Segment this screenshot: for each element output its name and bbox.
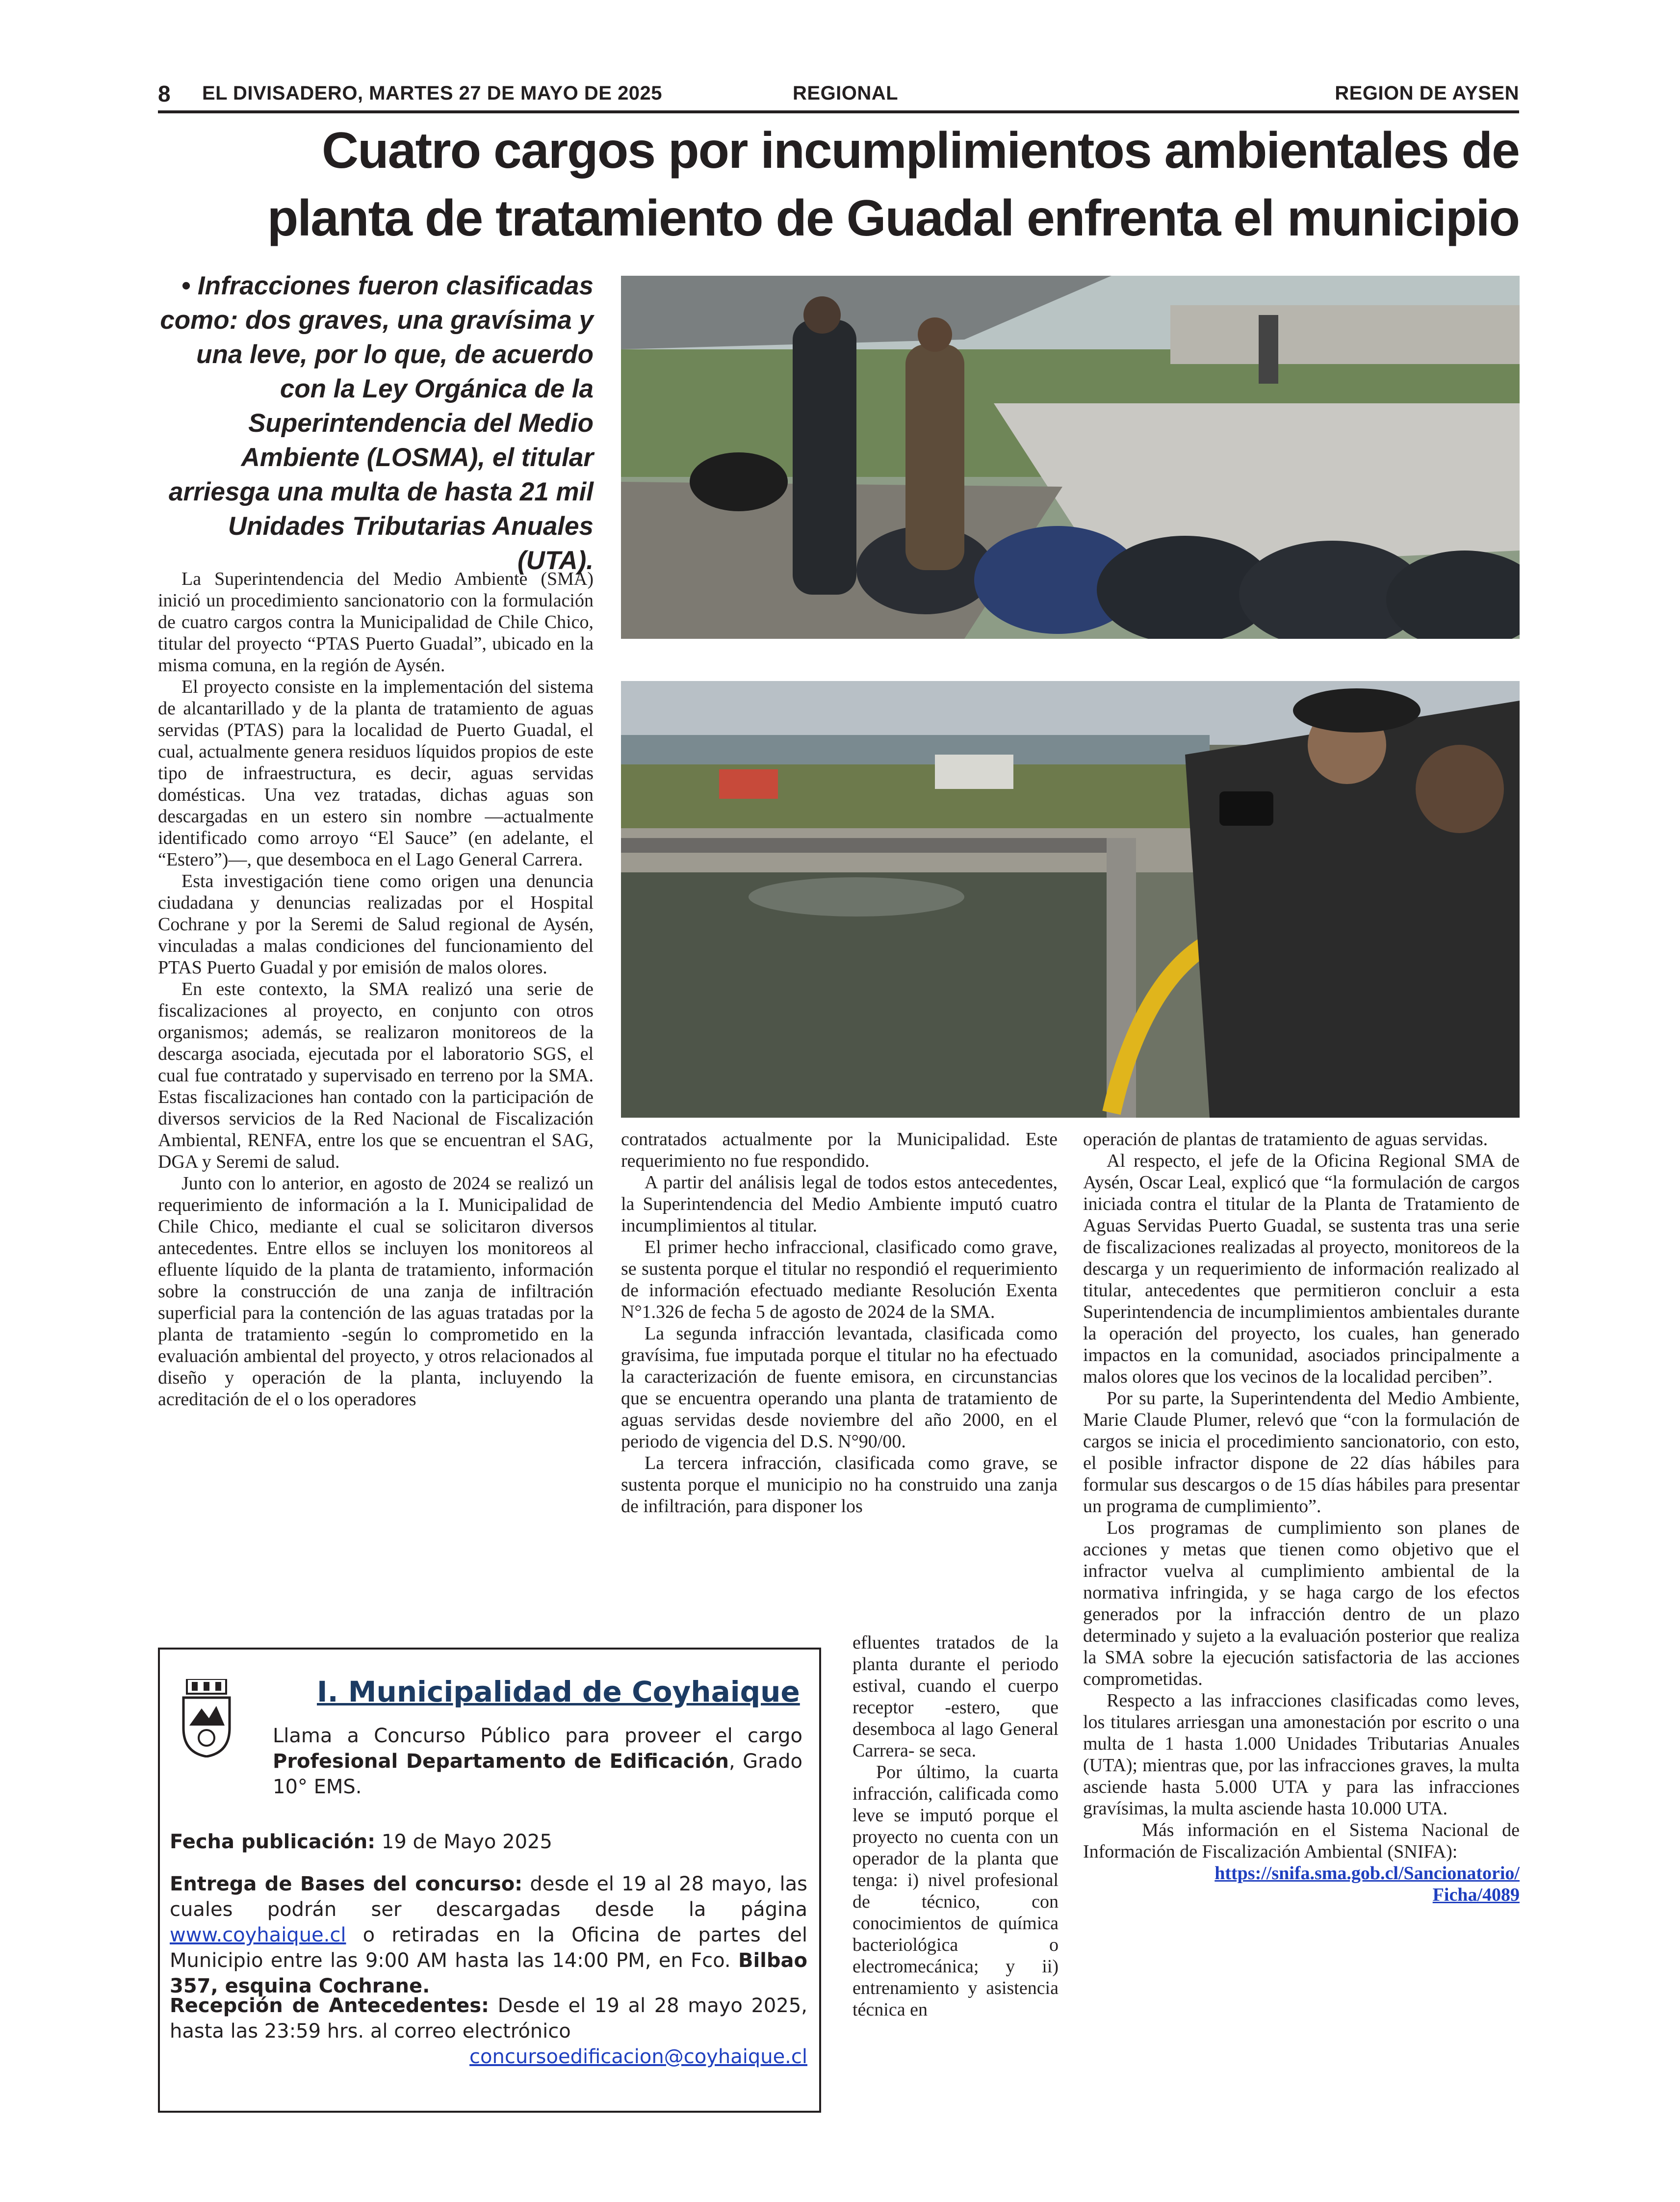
col1-paragraph: La Superintendencia del Medio Ambiente (SMA) inició un procedimiento sancionatorio con la formulación de cuatro cargos contra la Municipalidad de Chile Chico, titular del proyecto “PTAS Puerto Guadal”, ubicado en la misma comuna, en la región de Aysén. (158, 569, 594, 676)
article-column-3 (1083, 1128, 1520, 1906)
snifa-link-cont[interactable]: Ficha/4089 (1432, 1885, 1520, 1905)
col2-paragraph: La tercera infracción, clasificada como grave, se sustenta porque el municipio no ha construido una zanja de infiltración, para disponer los (621, 1453, 1058, 1517)
ad-fecha-value: 19 de Mayo 2025 (375, 1831, 552, 1853)
headline-line-2: planta de tratamiento de Guadal enfrenta el municipio (267, 190, 1519, 247)
col1-paragraph: El proyecto consiste en la implementación del sistema de alcantarillado y de la planta de tratamiento de aguas servidas (PTAS) para la localidad de Puerto Guadal, el cual, actualmente genera residuos líquidos propios de este tipo de infraestructura, es decir, aguas servidas domésticas. Una vez tratadas, dichas aguas son descargadas en un estero sin nombre —actualmente identificado como arroyo “El Sauce” (en adelante, el “Estero”)—, que desemboca en el Lago General Carrera. (158, 677, 594, 870)
header-rule (158, 110, 1519, 113)
ad-address: Bilbao 357, esquina Cochrane. (170, 1949, 807, 1997)
region-label: REGION DE AYSEN (1335, 82, 1519, 104)
col3-paragraph: Los programas de cumplimiento son planes de acciones y metas que tienen como objetivo que el infractor vuelva al cumplimiento ambiental de la normativa infringida, y se haga cargo de los efectos generados por la infracción dentro de un plazo determinado y sujeto a la evaluación posterior que realiza la SMA sobre la ejecución satisfactoria de las acciones comprometidas. (1083, 1518, 1520, 1689)
photo-inspection-tanks (621, 276, 1520, 639)
publication-date: EL DIVISADERO, MARTES 27 DE MAYO DE 2025 (202, 82, 663, 104)
ad-entrega-text-2: o retiradas en la Oficina de partes del Municipio entre las 9:00 AM hasta las 14:00 PM, en Fco. (170, 1924, 807, 1972)
subhead: • Infracciones fueron clasificadas como: dos graves, una gravísima y una leve, por lo que, de acuerdo con la Ley Orgánica de la Superintendencia del Medio Ambiente (LOSMA), el titular arriesga una multa de hasta 21 mil Unidades Tributarias Anuales (UTA). (160, 271, 594, 575)
ad-recepcion-text: Desde el 19 al 28 mayo 2025, hasta las 23:59 hrs. al correo electrónico (170, 1994, 807, 2043)
col3-paragraph: Más información en el Sistema Nacional de Información de Fiscalización Ambiental (SNIFA): (1083, 1820, 1520, 1862)
ad-email-link[interactable]: concursoedificacion@coyhaique.cl (469, 2045, 807, 2068)
col2-paragraph: contratados actualmente por la Municipalidad. Este requerimiento no fue respondido. (621, 1129, 1058, 1171)
article-column-2-bottom (853, 1632, 1059, 2020)
municipality-ad (158, 1648, 821, 2113)
photo-1-illustration (621, 276, 1520, 639)
ad-recepcion (170, 1993, 807, 2070)
headline-line-1: Cuatro cargos por incumplimientos ambientales de (322, 122, 1519, 179)
ad-website-link[interactable]: www.coyhaique.cl (170, 1924, 346, 1946)
col2b-paragraph: efluentes tratados de la planta durante el periodo estival, cuando el cuerpo receptor -estero, que desemboca al lago General Carrera- se seca. (853, 1632, 1059, 1761)
section-label: REGIONAL (793, 82, 899, 104)
ad-position-name: Profesional Departamento de Edificación (273, 1750, 729, 1773)
article-column-1 (158, 568, 594, 1410)
snifa-link[interactable]: https://snifa.sma.gob.cl/Sancionatorio/ (1215, 1863, 1520, 1884)
col2-paragraph: La segunda infracción levantada, clasificada como gravísima, fue imputada porque el titular no ha efectuado la caracterización de fuente emisora, en circunstancias que se encuentra operando una planta de tratamiento de aguas servidas desde noviembre del año 2000, en el periodo de vigencia del D.S. N°90/00. (621, 1323, 1058, 1452)
ad-intro (273, 1723, 802, 1800)
photo-treatment-pool (621, 681, 1520, 1118)
ad-email-wrap (170, 2044, 807, 2070)
ad-entrega-text: desde el 19 al 28 mayo, las cuales podrán ser descargadas desde la página (170, 1873, 807, 1921)
ad-fecha (170, 1829, 807, 1855)
col3-paragraph: Al respecto, el jefe de la Oficina Regional SMA de Aysén, Oscar Leal, explicó que “la formulación de cargos iniciada contra el titular de la Planta de Tratamiento de Aguas Servidas Puerto Guadal, se sustenta tras una serie de fiscalizaciones realizadas al proyecto, monitoreos de la descarga y un requerimiento de información realizado al titular, antecedentes que permitieron concluir a esta Superintendencia de incumplimientos ambientales durante la operación del proyecto, los cuales, han generado impactos en la comunidad, asociados principalmente a malos olores que los vecinos de la localidad perciben”. (1083, 1151, 1520, 1387)
col3-paragraph: operación de plantas de tratamiento de aguas servidas. (1083, 1129, 1488, 1150)
col2-paragraph: El primer hecho infraccional, clasificado como grave, se sustenta porque el titular no respondió el requerimiento de información efectuado mediante Resolución Exenta N°1.326 de fecha 5 de agosto de 2024 de la SMA. (621, 1237, 1058, 1322)
photo-2-illustration (621, 681, 1520, 1118)
ad-entrega-label: Entrega de Bases del concurso: (170, 1873, 523, 1895)
headline (158, 117, 1519, 252)
ad-intro-text: Llama a Concurso Público para proveer el cargo (273, 1725, 802, 1747)
col2b-paragraph: Por último, la cuarta infracción, calificada como leve se imputó porque el proyecto no cuenta con un operador de la planta que tenga: i) nivel profesional de técnico, con conocimientos de química bacteriológica o electromecánica; y ii) entrenamiento y asistencia técnica en (853, 1762, 1059, 2020)
ad-entrega (170, 1871, 807, 1999)
col1-paragraph: Esta investigación tiene como origen una denuncia ciudadana y denuncias realizadas por el Hospital Cochrane y por la Seremi de Salud regional de Aysén, vinculadas a malas condiciones del funcionamiento del PTAS Puerto Guadal y por emisión de malos olores. (158, 871, 594, 978)
ad-fecha-label: Fecha publicación: (170, 1831, 376, 1853)
col1-paragraph: En este contexto, la SMA realizó una serie de fiscalizaciones al proyecto, en conjunto con otros organismos; además, se realizaron monitoreos de la descarga asociada, ejecutada por el laboratorio SGS, el cual fue contratado y supervisado en terreno por la SMA. Estas fiscalizaciones han contado con la participación de diversos servicios de la Red Nacional de Fiscalización Ambiental, RENFA, entre los que se encuentran el SAG, DGA y Seremi de salud. (158, 979, 594, 1172)
col2-paragraph: A partir del análisis legal de todos estos antecedentes, la Superintendencia del Medio Ambiente imputó cuatro incumplimientos al titular. (621, 1172, 1058, 1236)
ad-title: I. Municipalidad de Coyhaique (317, 1675, 800, 1708)
col3-paragraph: Respecto a las infracciones clasificadas como leves, los titulares arriesgan una amonestación por escrito o una multa de 1 hasta 1.000 Unidades Tributarias Anuales (UTA); mientras que, por las infracciones graves, la multa asciende hasta 5.000 UTA y para las infracciones gravísimas, la multa asciende hasta 10.000 UTA. (1083, 1690, 1520, 1819)
col1-paragraph: Junto con lo anterior, en agosto de 2024 se realizó un requerimiento de información a la I. Municipalidad de Chile Chico, mediante el cual se solicitaron diversos antecedentes. Entre ellos se incluyen los monitoreos al efluente líquido de la planta de tratamiento, información sobre la construcción de una zanja de infiltración superficial para la contención de las aguas tratadas por la planta de tratamiento -según lo comprometido en la evaluación ambiental del proyecto, y otros relacionados al diseño y operación de la planta, incluyendo la acreditación de el o los operadores (158, 1173, 594, 1410)
col3-paragraph: Por su parte, la Superintendenta del Medio Ambiente, Marie Claude Plumer, relevó que “con la formulación de cargos se inicia el procedimiento sancionatorio, con esto, el posible infractor dispone de 22 días hábiles para formular sus descargos o de 15 días hábiles para presentar un programa de cumplimiento”. (1083, 1388, 1520, 1517)
ad-intro-grade: , Grado 10° EMS. (273, 1750, 802, 1798)
snifa-link-wrap (1083, 1862, 1520, 1906)
article-column-2-top (621, 1128, 1058, 1517)
page-number: 8 (158, 81, 171, 106)
ad-recepcion-label: Recepción de Antecedentes: (170, 1994, 490, 2017)
coat-of-arms-icon (180, 1679, 233, 1757)
